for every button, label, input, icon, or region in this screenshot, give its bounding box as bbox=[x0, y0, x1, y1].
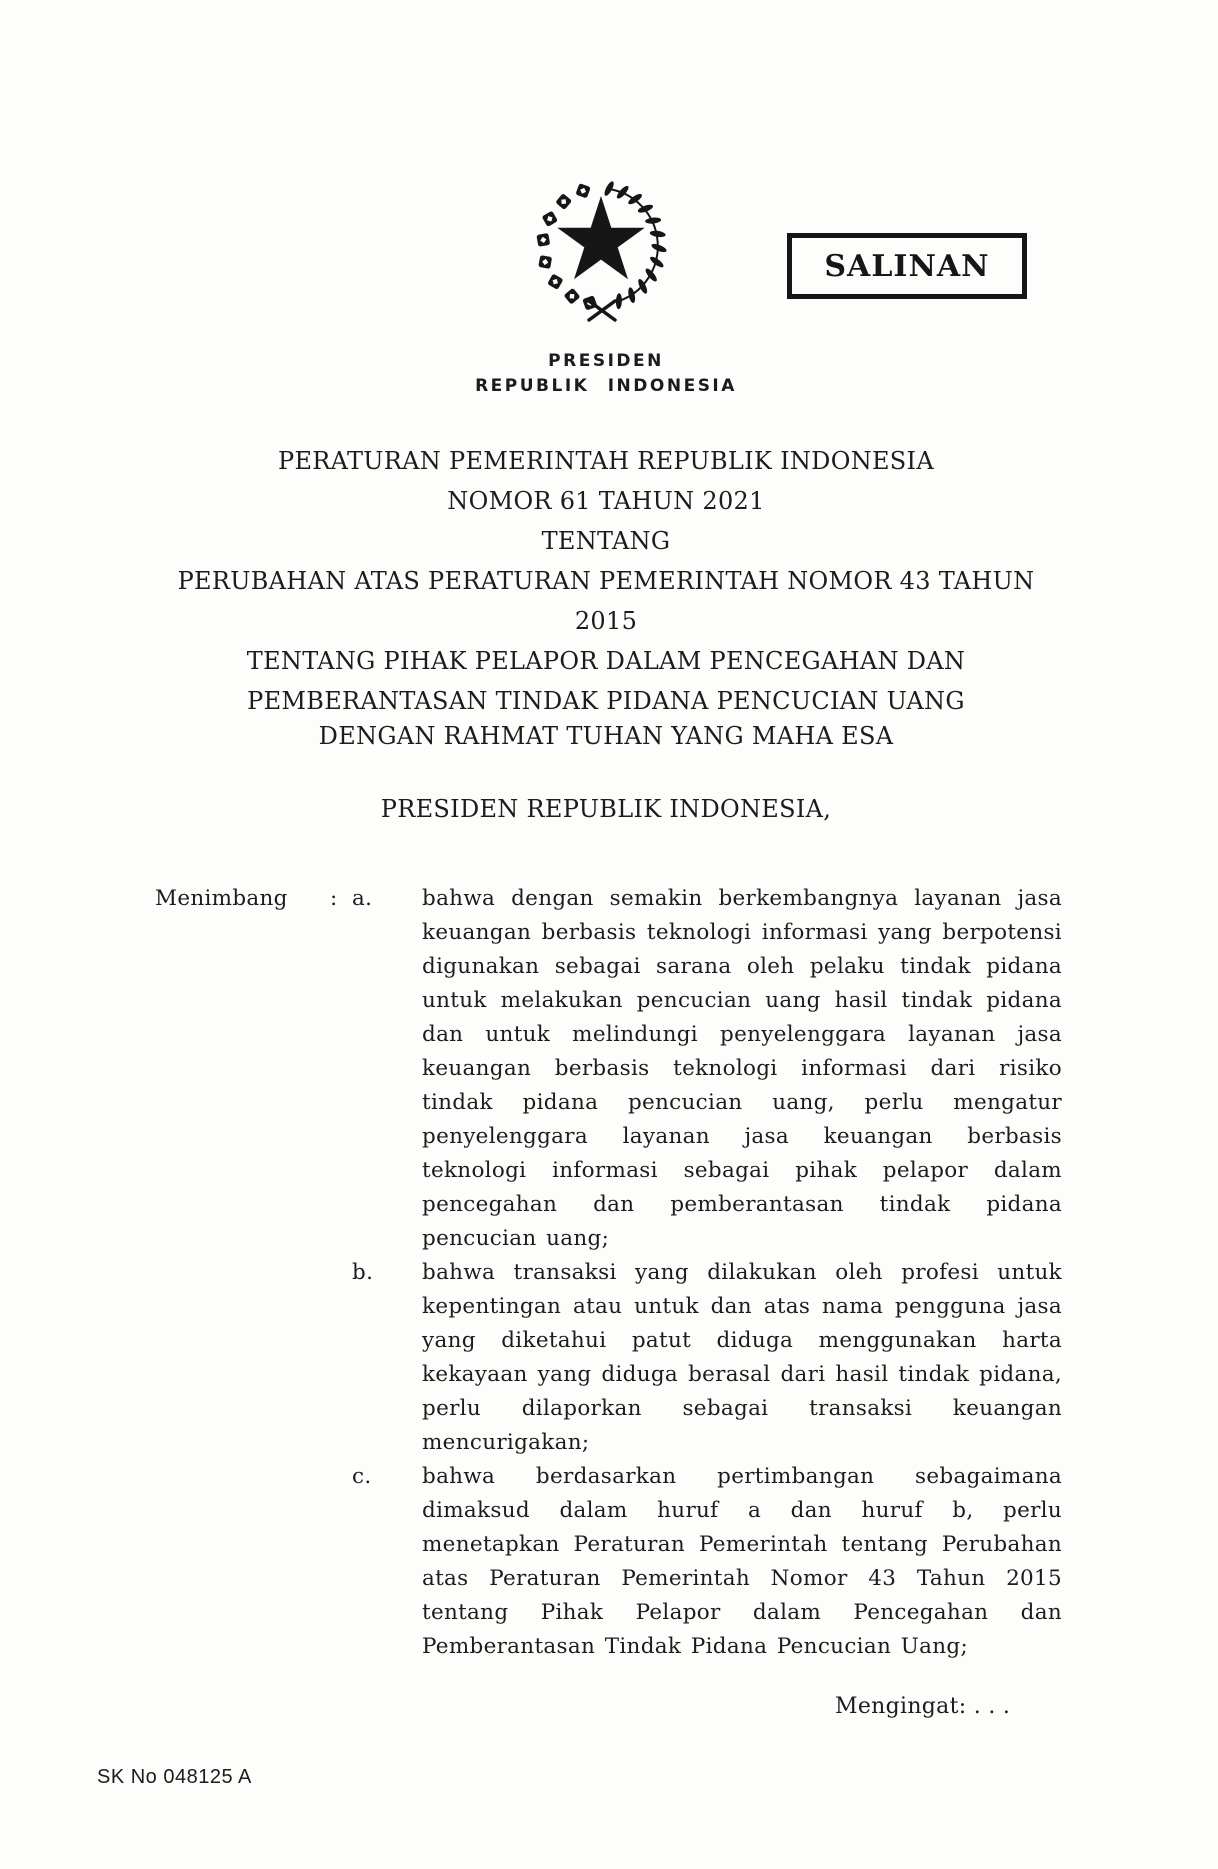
title-line-4: PERUBAHAN ATAS PERATURAN PEMERINTAH NOMOR 43 TAHUN 2015 bbox=[177, 567, 1035, 635]
item-letter: b. bbox=[352, 1260, 374, 1285]
letterhead-republik-indonesia: REPUBLIK INDONESIA bbox=[475, 376, 737, 396]
item-letter: c. bbox=[352, 1464, 372, 1489]
item-text: bahwa transaksi yang dilakukan oleh profesi untuk kepentingan atau untuk dan atas nama pengguna jasa yang diketahui patut diduga menggunakan harta kekayaan yang diduga berasal dari hasil tindak pidana, perlu dilaporkan sebagai transaksi keuangan mencurigakan; bbox=[422, 1260, 1062, 1455]
salinan-stamp bbox=[787, 233, 1027, 299]
considering-section bbox=[155, 882, 1070, 1664]
star-wreath-emblem-icon bbox=[521, 168, 681, 340]
letterhead-presiden: PRESIDEN bbox=[548, 351, 664, 371]
regulation-title bbox=[158, 441, 1054, 721]
title-line-1: PERATURAN PEMERINTAH REPUBLIK INDONESIA bbox=[278, 447, 934, 475]
salinan-stamp-label: SALINAN bbox=[824, 248, 990, 284]
title-line-2: NOMOR 61 TAHUN 2021 bbox=[447, 487, 765, 515]
invocation-line: DENGAN RAHMAT TUHAN YANG MAHA ESA bbox=[318, 722, 894, 750]
considering-item-a bbox=[352, 882, 1062, 1256]
item-text: bahwa dengan semakin berkembangnya layanan jasa keuangan berbasis teknologi informasi yang berpotensi digunakan sebagai sarana oleh pelaku tindak pidana untuk melakukan pencucian uang hasil tindak pidana dan untuk melindungi penyelenggara layanan jasa keuangan berbasis teknologi informasi dari risiko tindak pidana pencucian uang, perlu mengatur penyelenggara layanan jasa keuangan berbasis teknologi informasi sebagai pihak pelapor dalam pencegahan dan pemberantasan tindak pidana pencucian uang; bbox=[422, 886, 1062, 1251]
letterhead bbox=[158, 351, 1054, 396]
considering-item-c bbox=[352, 1460, 1062, 1664]
considering-label: Menimbang bbox=[155, 886, 288, 911]
title-line-3: TENTANG bbox=[541, 527, 671, 555]
title-line-6: PEMBERANTASAN TINDAK PIDANA PENCUCIAN UANG bbox=[247, 687, 965, 715]
item-letter: a. bbox=[352, 886, 373, 911]
authority-line: PRESIDEN REPUBLIK INDONESIA, bbox=[380, 795, 832, 823]
item-text: bahwa berdasarkan pertimbangan sebagaimana dimaksud dalam huruf a dan huruf b, perlu menetapkan Peraturan Pemerintah tentang Perubahan atas Peraturan Pemerintah Nomor 43 Tahun 2015 tentang Pihak Pelapor dalam Pencegahan dan Pemberantasan Tindak Pidana Pencucian Uang; bbox=[422, 1464, 1062, 1659]
sk-control-number: SK No 048125 A bbox=[97, 1766, 252, 1788]
title-line-5: TENTANG PIHAK PELAPOR DALAM PENCEGAHAN DAN bbox=[246, 647, 966, 675]
continuation-marker: Mengingat: . . . bbox=[835, 1694, 1011, 1719]
considering-item-b bbox=[352, 1256, 1062, 1460]
considering-separator: : bbox=[330, 886, 338, 911]
